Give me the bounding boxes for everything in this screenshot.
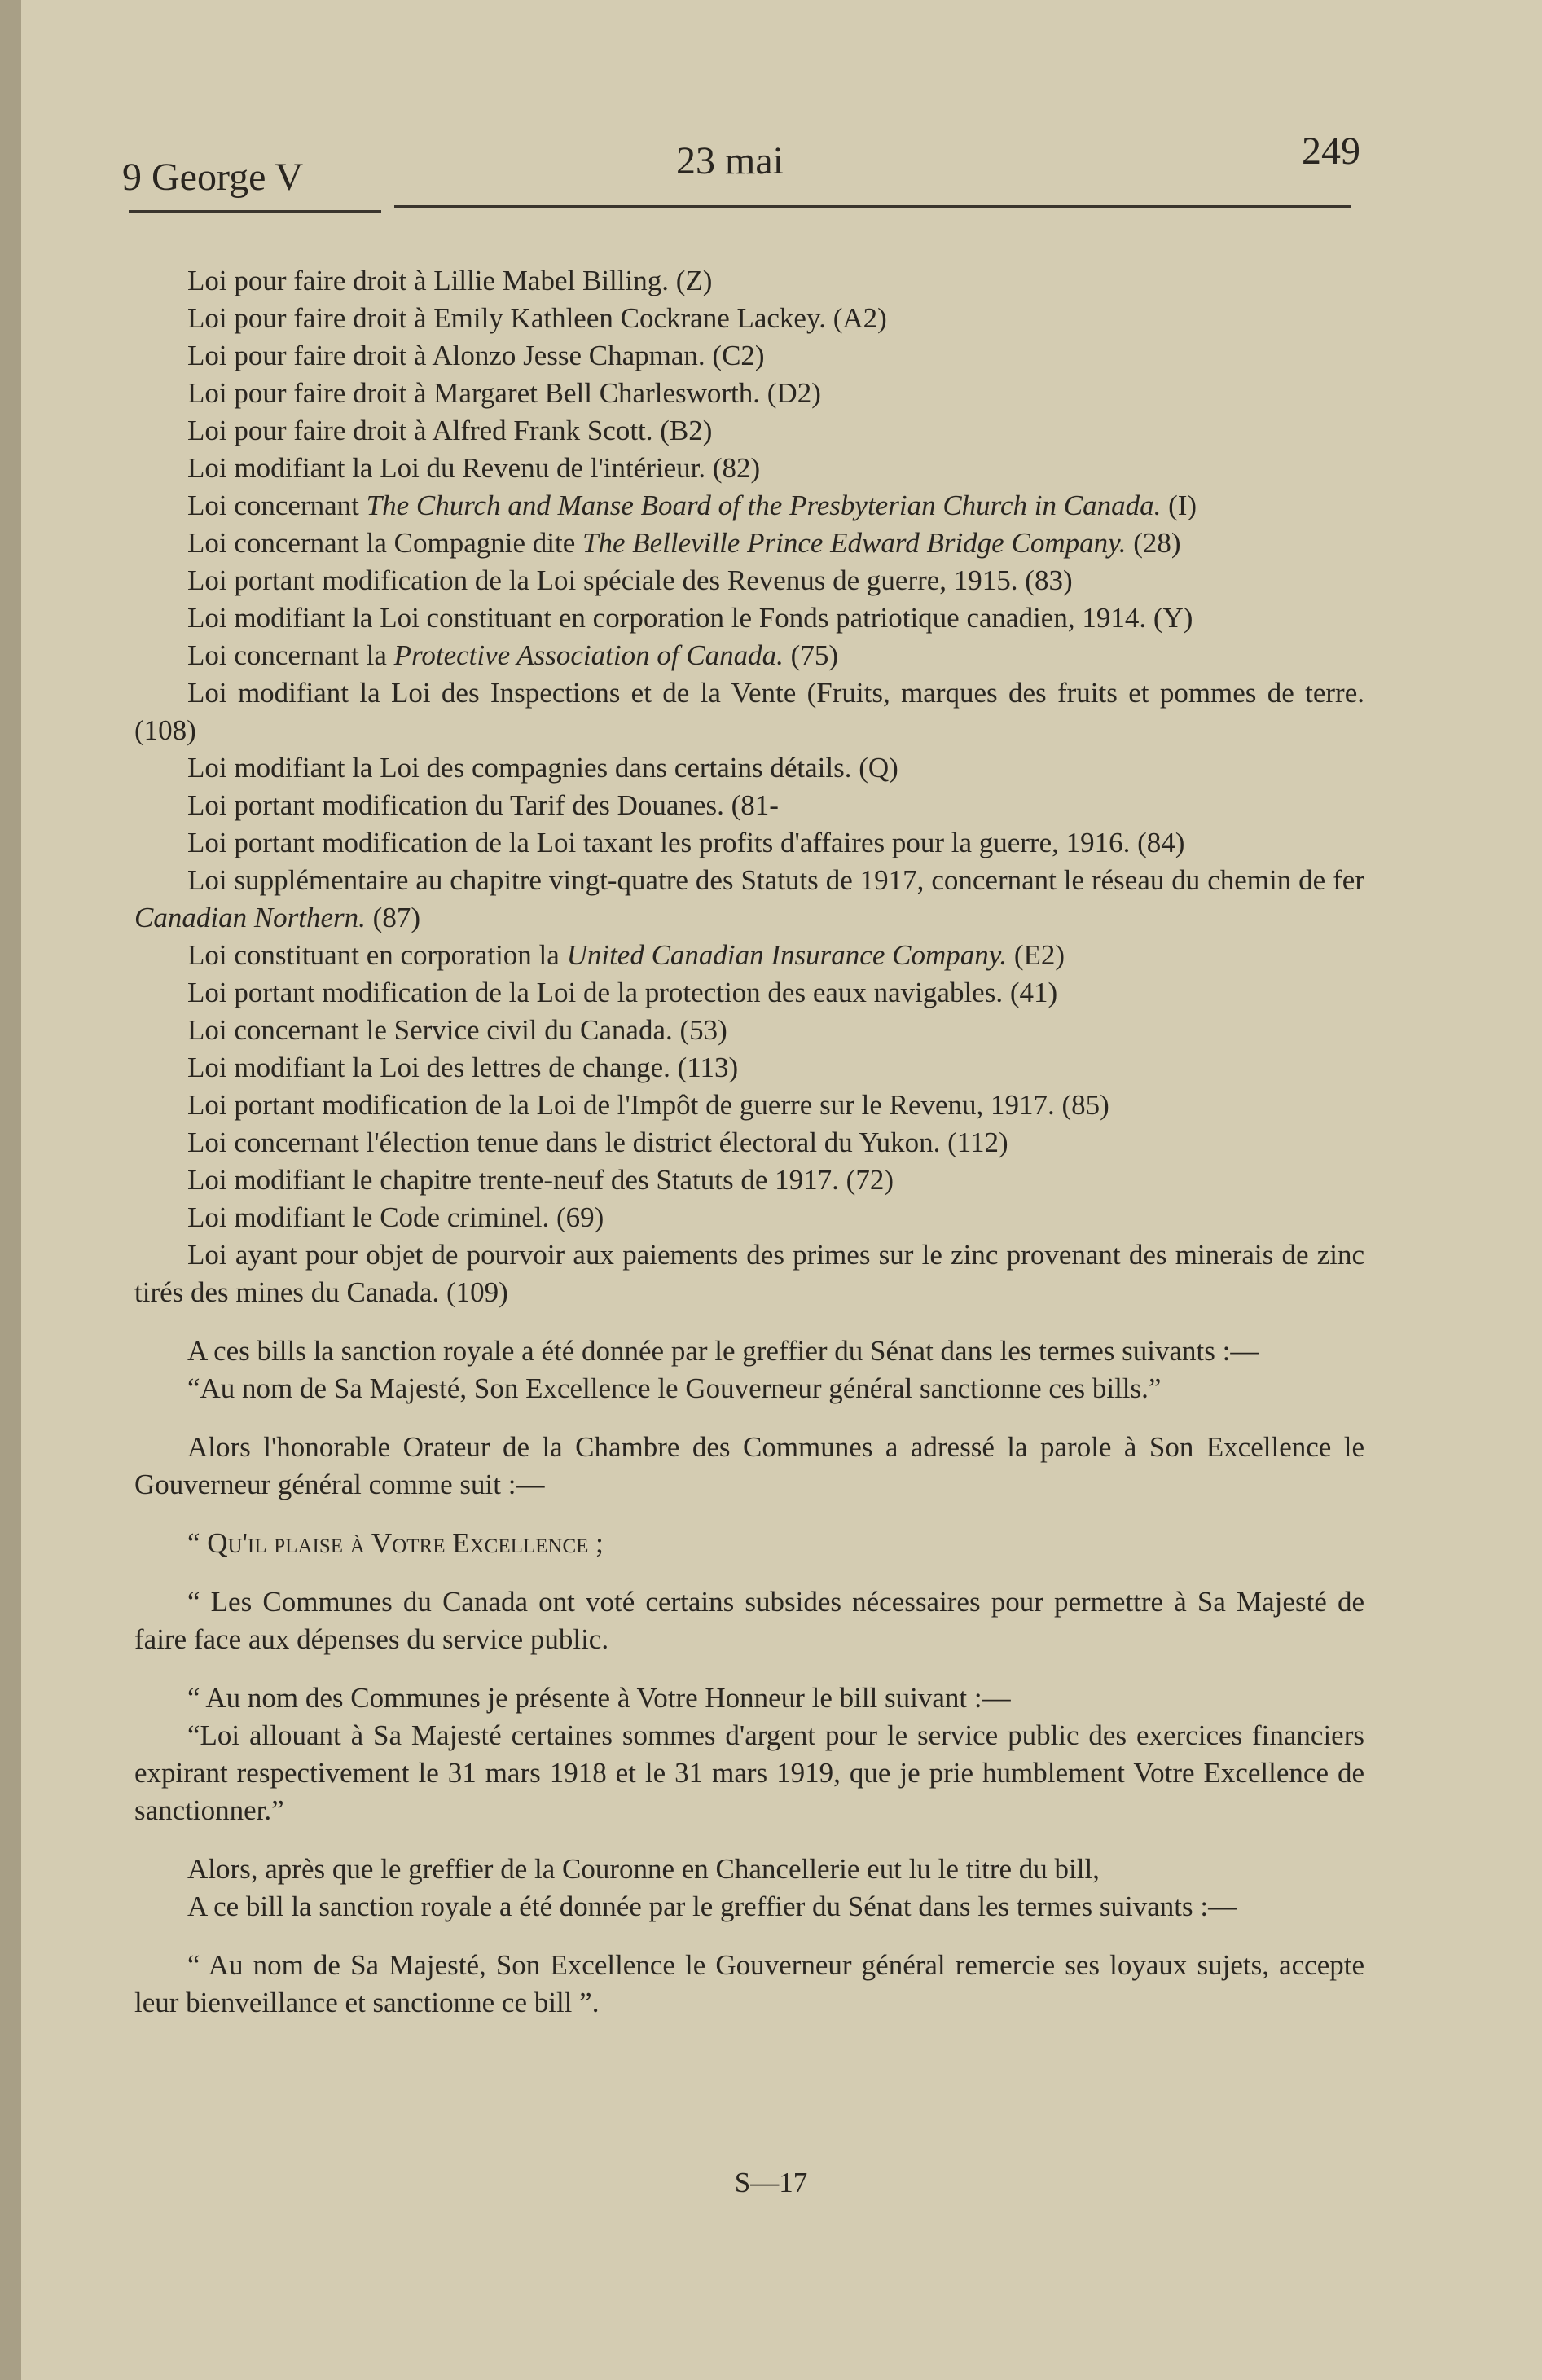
- bill-text: Loi portant modification de la Loi spéciale des Revenus de guerre, 1915. (83): [187, 564, 1073, 596]
- bill-text: Loi modifiant la Loi du Revenu de l'intérieur. (82): [187, 452, 761, 484]
- page-body: [134, 262, 1364, 2022]
- bill-text: Loi pour faire droit à Lillie Mabel Billing. (Z): [187, 265, 713, 296]
- bill-text: Loi modifiant la Loi des Inspections et de la Vente (Fruits, marques des fruits et pommes de terre. (108): [134, 677, 1364, 746]
- present-bill: “ Au nom des Communes je présente à Votre Honneur le bill suivant :—: [187, 1682, 1011, 1714]
- bill-entry: [134, 974, 1364, 1012]
- bill-reference: (28): [1126, 527, 1181, 559]
- bill-text: Loi concernant la Compagnie dite: [187, 527, 582, 559]
- sanction-intro: A ces bills la sanction royale a été donnée par le greffier du Sénat dans les termes suivants :—: [187, 1335, 1259, 1367]
- page-number: 249: [1302, 130, 1360, 173]
- bill-list: [134, 262, 1364, 1311]
- bill-entry: [134, 674, 1364, 749]
- bill-text: Loi portant modification de la Loi de la protection des eaux navigables. (41): [187, 977, 1058, 1008]
- bill-text: Loi portant modification de la Loi de l'Impôt de guerre sur le Revenu, 1917. (85): [187, 1089, 1109, 1121]
- bill-entry: [134, 337, 1364, 375]
- bill-text: Loi modifiant la Loi des lettres de change. (113): [187, 1052, 739, 1083]
- bill-text: Loi pour faire droit à Alonzo Jesse Chapman. (C2): [187, 340, 765, 371]
- bill-italic-name: Canadian Northern.: [134, 902, 366, 933]
- bill-entry: [134, 562, 1364, 599]
- bill-entry: [134, 749, 1364, 787]
- bill-text: Loi concernant l'élection tenue dans le district électoral du Yukon. (112): [187, 1126, 1008, 1158]
- bill-entry: [134, 599, 1364, 637]
- bill-entry: [134, 525, 1364, 562]
- sanction-quote: “Au nom de Sa Majesté, Son Excellence le Gouverneur général sanctionne ces bills.”: [187, 1372, 1162, 1404]
- clerk-read: Alors, après que le greffier de la Couronne en Chancellerie eut lu le titre du bill,: [187, 1853, 1100, 1885]
- bill-entry: [134, 1049, 1364, 1087]
- sanction-intro-2: A ce bill la sanction royale a été donnée par le greffier du Sénat dans les termes suivants :—: [187, 1890, 1237, 1922]
- bill-title-quote: “Loi allouant à Sa Majesté certaines sommes d'argent pour le service public des exercices financiers expirant respectivement le 31 mars 1918 et le 31 mars 1919, que je prie humblement Votre Excellence de sanctionner.”: [134, 1719, 1364, 1826]
- bill-text: Loi concernant la: [187, 639, 394, 671]
- bill-italic-name: Protective Association of Canada.: [393, 639, 784, 671]
- bill-text: Loi portant modification de la Loi taxant les profits d'affaires pour la guerre, 1916. (84): [187, 827, 1185, 858]
- bill-entry: [134, 375, 1364, 412]
- bill-text: Loi pour faire droit à Margaret Bell Charlesworth. (D2): [187, 377, 821, 409]
- bill-entry: [134, 1161, 1364, 1199]
- bill-text: Loi pour faire droit à Emily Kathleen Cockrane Lackey. (A2): [187, 302, 887, 334]
- running-header: [122, 130, 1360, 204]
- bill-text: Loi modifiant le chapitre trente-neuf des Statuts de 1917. (72): [187, 1164, 894, 1196]
- bill-entry: [134, 1199, 1364, 1236]
- bill-entry: [134, 1236, 1364, 1311]
- bill-reference: (75): [783, 639, 838, 671]
- bill-entry: [134, 1087, 1364, 1124]
- bill-text: Loi modifiant la Loi des compagnies dans certains détails. (Q): [187, 752, 898, 784]
- header-date: 23 mai: [676, 139, 784, 182]
- bill-reference: (I): [1161, 490, 1197, 521]
- bill-entry: [134, 862, 1364, 937]
- bill-entry: [134, 300, 1364, 337]
- bill-text: Loi ayant pour objet de pourvoir aux paiements des primes sur le zinc provenant des minerais de zinc tirés des mines du Canada. (109): [134, 1239, 1364, 1308]
- bill-italic-name: United Canadian Insurance Company.: [566, 939, 1008, 971]
- bill-reference: (87): [365, 902, 420, 933]
- bill-entry: [134, 412, 1364, 450]
- header-rule-right: [394, 205, 1351, 208]
- bill-entry: [134, 824, 1364, 862]
- bill-text: Loi supplémentaire au chapitre vingt-quatre des Statuts de 1917, concernant le réseau du chemin de fer: [187, 864, 1364, 896]
- address-salutation: “ Qu'il plaise à Votre Excellence ;: [187, 1527, 604, 1559]
- header-rule-left: [129, 210, 381, 213]
- bill-text: Loi concernant le Service civil du Canada. (53): [187, 1014, 727, 1046]
- bill-entry: [134, 450, 1364, 487]
- bill-text: Loi concernant: [187, 490, 367, 521]
- final-quote: “ Au nom de Sa Majesté, Son Excellence le Gouverneur général remercie ses loyaux sujets, accepte leur bienveillance et sanctionne ce bill ”.: [134, 1949, 1364, 2018]
- bill-entry: [134, 787, 1364, 824]
- address-body: “ Les Communes du Canada ont voté certains subsides nécessaires pour permettre à Sa Majesté de faire face aux dépenses du service public.: [134, 1586, 1364, 1655]
- bill-text: Loi pour faire droit à Alfred Frank Scott. (B2): [187, 415, 713, 446]
- bill-entry: [134, 937, 1364, 974]
- speaker-intro: Alors l'honorable Orateur de la Chambre des Communes a adressé la parole à Son Excellence le Gouverneur général comme suit :—: [134, 1431, 1364, 1500]
- bill-text: Loi modifiant la Loi constituant en corporation le Fonds patriotique canadien, 1914. (Y): [187, 602, 1193, 634]
- bill-text: Loi constituant en corporation la: [187, 939, 567, 971]
- regnal-year: 9 George V: [122, 156, 304, 199]
- bill-italic-name: The Church and Manse Board of the Presbyterian Church in Canada.: [366, 490, 1162, 521]
- bill-entry: [134, 487, 1364, 525]
- bill-entry: [134, 1124, 1364, 1161]
- bill-italic-name: The Belleville Prince Edward Bridge Company.: [582, 527, 1127, 559]
- bill-entry: [134, 262, 1364, 300]
- signature-mark: S—17: [734, 2167, 808, 2198]
- bill-reference: (E2): [1007, 939, 1065, 971]
- bill-text: Loi portant modification du Tarif des Douanes. (81-: [187, 789, 779, 821]
- bill-entry: [134, 1012, 1364, 1049]
- bill-entry: [134, 637, 1364, 674]
- bill-text: Loi modifiant le Code criminel. (69): [187, 1201, 604, 1233]
